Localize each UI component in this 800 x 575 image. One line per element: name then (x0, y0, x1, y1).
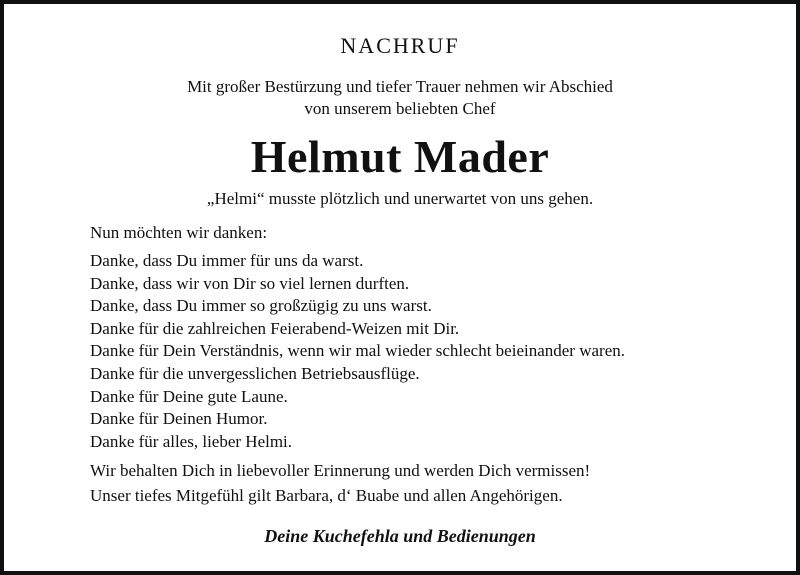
thanks-line: Danke für Dein Verständnis, wenn wir mal wieder schlecht beieinander waren. (90, 341, 625, 361)
thanks-line: Danke, dass Du immer so großzügig zu uns warst. (90, 296, 432, 316)
closing-line-1: Wir behalten Dich in liebevoller Erinnerung und werden Dich vermissen! (90, 461, 591, 480)
intro-line-2: von unserem beliebten Chef (304, 99, 496, 118)
thanks-line: Danke für alles, lieber Helmi. (90, 431, 293, 451)
thanks-line: Danke für Deinen Humor. (90, 409, 268, 429)
thanks-line: Danke für Deine gute Laune. (90, 386, 288, 406)
deceased-name: Helmut Mader (250, 131, 550, 182)
thanks-line: Danke, dass Du immer für uns da warst. (90, 251, 364, 270)
thanks-line: Danke für die zahlreichen Feierabend-Weizen mit Dir. (90, 318, 460, 338)
notice-heading: NACHRUF (340, 33, 460, 58)
intro-line-1: Mit großer Bestürzung und tiefer Trauer nehmen wir Abschied (187, 77, 613, 96)
subtitle-text: „Helmi“ musste plötzlich und unerwartet von uns gehen. (206, 189, 594, 208)
signature: Deine Kuchefehla und Bedienungen (264, 526, 536, 546)
thanks-line: Danke, dass wir von Dir so viel lernen durften. (90, 273, 410, 293)
intro-text (4, 76, 796, 120)
thanks-line: Danke für die unvergesslichen Betriebsausflüge. (90, 363, 420, 383)
thanks-lead: Nun möchten wir danken: (90, 223, 268, 242)
thanks-list (90, 250, 625, 453)
closing-line-2: Unser tiefes Mitgefühl gilt Barbara, d‘ Buabe und allen Angehörigen. (90, 486, 563, 505)
